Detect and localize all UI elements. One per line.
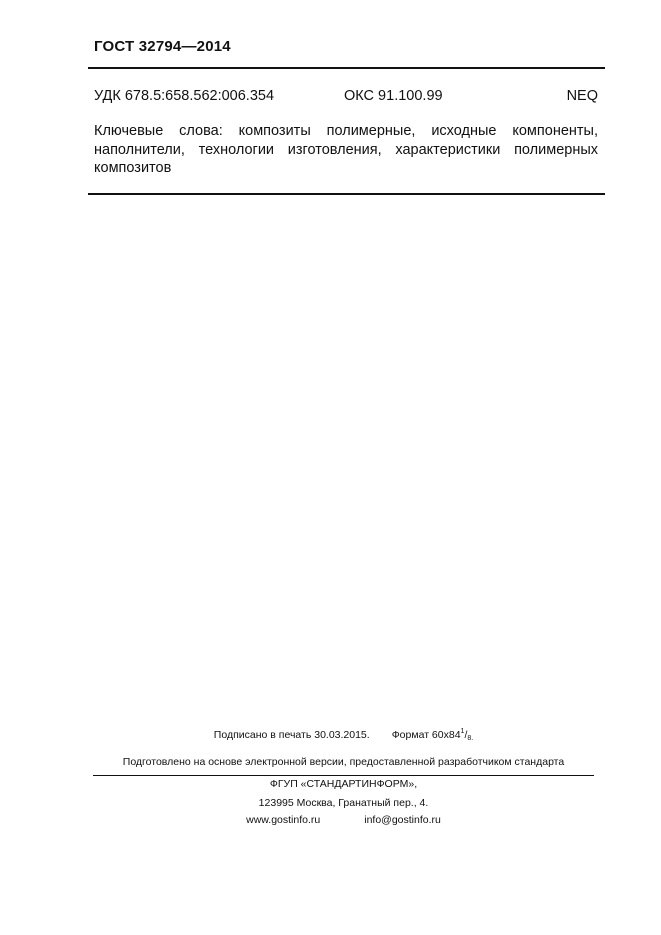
paper-format [392, 729, 474, 741]
classification-row [94, 88, 598, 106]
publisher-website: www.gostinfo.ru [246, 814, 321, 826]
paper-format-slash: / [464, 729, 468, 741]
publisher-contacts [93, 814, 594, 826]
publisher-address: 123995 Москва, Гранатный пер., 4. [258, 797, 429, 809]
print-info-line [93, 729, 594, 741]
paper-format-numerator: 1 [460, 728, 465, 735]
paper-format-denominator: 8. [467, 735, 474, 742]
standard-id-header: ГОСТ 32794—2014 [94, 38, 231, 55]
signed-for-print: Подписано в печать 30.03.2015. [213, 729, 370, 741]
keywords-paragraph: Ключевые слова: композиты полимерные, исходные компоненты, наполнители, технологии изготовления, характеристики полимерных композитов [94, 123, 598, 176]
oks-code: ОКС 91.100.99 [344, 88, 443, 104]
udk-code: УДК 678.5:658.562:006.354 [94, 88, 275, 104]
paper-format-prefix: Формат 60х84 [391, 729, 461, 741]
prepared-note: Подготовлено на основе электронной версии, предоставленной разработчиком стандарта [122, 756, 565, 768]
keywords-divider [88, 193, 605, 195]
imprint-divider [93, 775, 594, 776]
top-divider [88, 67, 605, 69]
publisher-email: info@gostinfo.ru [364, 814, 441, 826]
conformity-degree: NEQ [566, 88, 598, 104]
publisher-name: ФГУП «СТАНДАРТИНФОРМ», [269, 778, 418, 790]
